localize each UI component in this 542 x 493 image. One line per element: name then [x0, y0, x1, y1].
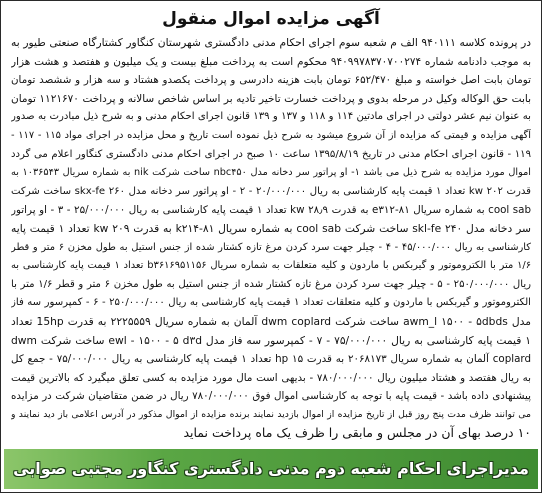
notice-line: بابت حق الوکاله وکیل در مرحله بدوی و پرداخت خسارت تاخیر تادیه بر اساس شاخص سالانه و پرداخت ۱۱۲۱۶۷۰ تومان — [11, 92, 531, 105]
notice-line: ۱۰ درصد بهای آن در مجلس و مابقی را ظرف یک ماه پرداخت نماید — [183, 425, 531, 441]
signature-text: مدیراجرای احکام شعبه دوم مدنی دادگستری کنگاور مجتبی صوابی — [13, 459, 529, 478]
notice-line: اموال مورد مزایده به شرح ذیل می باشد ۱- او پراتور سر دخانه مدل nbc۴۵۰ ساخت شرکت nik به شماره سریال ۱۰۳۶۵۴۳ به — [11, 167, 531, 179]
notice-line: تومان بابت اصل خواسته و مبلغ ۶۵۲/۴۷۰ تومان بابت هزینه دادرسی و پرداخت یکصدو هشتاد و سه هزار و ششصد تومان — [11, 74, 531, 87]
notice-line: به عنوان نیم عشر دولتی در اجرای مادتین ۱۱۴ و ۱۱۸ و ۱۳۷ و ۱۳۹ قانون اجرای احکام مدنی و به شرح ذیل مبادرت به صدور — [11, 111, 531, 123]
signature-banner — [4, 449, 538, 489]
notice-line: در پرونده کلاسه ۹۴۰۱۱۱ الف م شعبه سوم اجرای احکام مدنی دادگستری شهرستان کنگاور کشتارگاه صنعتی طیور به — [11, 36, 531, 49]
notice-line: ۱ قیمت پایه کارشناسی به ریال ۷۵/۰۰۰/۰۰۰ - ۷ - کمپرسور سه فاز مدل ewl - ۱۵۰۰ - ۵ d۳d ساخت شرکت dwm — [11, 333, 531, 347]
notice-line: cool sab به شماره سریال e۳۱۲-۸۱ به قدرت ۲۸٫۹ kw تعداد ۱ قیمت پایه کارشناسی به ریال ۲۵/۰۰۰/۰۰۰ - ۳ - او پراتور — [11, 204, 531, 217]
notice-line: کارشناسی به ریال ۴۵/۰۰۰/۰۰۰ - ۴ - چیلر جهت سرد کردن مرغ تازه کشتار شده از جنس استیل به طول مخزن ۶ متر و قطر — [11, 241, 531, 253]
notice-line: قدرت kw ۲۰۲ تعداد ۱ قیمت پایه کارشناسی به ریال ۲۰/۰۰۰/۰۰۰ - ۲ - او پراتور سر دخانه مدل ۲۶۰ skx-fe ساخت شرکت — [11, 185, 531, 197]
notice-line: به ریال هفتصد و هشتاد میلیون ریال ۷۸۰/۰۰۰/۰۰۰ - بدیهی است مال مورد مزایده به کسی تعلق میگیرد که بالاترین قیمت — [11, 371, 531, 384]
notice-line: می توانند ظرف مدت پنج روز قبل از تاریخ مزایده از اموال بازدید نمایند برنده مزایده از اموال مذکور در آدرس اعلامی باز دید نمایند و — [11, 408, 531, 420]
notice-line: مدل awm_l ۱۵۰۰ - ۵dbds ساخت شرکت dwm coplard آلمان به شماره سریال ۲۲۲۵۵۵۹ به قدرت 15hp تعداد — [11, 314, 531, 328]
notice-line: پیشنهادی داده باشد - قیمت پایه با توجه به کارشناسی اموال فوق ۷۸۰/۰۰۰/۰۰۰ ریال در ضمن متقاضیان شرکت در مزایده — [11, 390, 531, 403]
notice-line: ریال ۲۵۰/۰۰۰/۰۰۰ - ۵ - چیلر جهت سرد کردن مرغ تازه کشتار شده از جنس استیل به طول مخزن ۶ متر و قطر ۱/۶ متر با — [11, 278, 531, 290]
notice-body — [11, 34, 531, 443]
notice-line: آگهی مزایده و قیمتی که مزایده از آن شروع میشود به شرح ذیل نموده است تاریخ و محل مزایده در اجرای مواد ۱۱۵ - ۱۱۷ - — [11, 129, 531, 141]
notice-line: ۱۱۹ - قانون اجرای احکام مدنی در تاریخ ۱۳۹۵/۸/۱۹ ساعت ۱۰ صبح در اجرای احکام مدنی دادگستری کنگاور اعلام می گردد — [11, 148, 531, 160]
notice-line: coplard آلمان به شماره سریال ۲۰۶۸۱۷۳ به قدرت ۱۵ hp تعداد ۱ قیمت پایه کارشناسی به ریال ۷۵/۰۰۰/۰۰۰ - جمع کل — [11, 353, 531, 366]
notice-line: به موجب دادنامه شماره ۹۴۰۹۹۷۸۳۷۰۷۰۰۲۷۴ محکوم است به پرداخت مبلغ بیست و یک میلیون و هفتصد و هشت هزار — [11, 55, 531, 68]
notice-title: آگهی مزایده اموال منقول — [162, 9, 380, 29]
notice-line: الکتروموتور و گیربکس با ماردون و کلیه متعلقات تعداد ۱ قیمت پایه کارشناسی به ریال ۲۵۰/۰۰۰/۰۰۰ - ۶ - کمپرسور سه فاز — [11, 297, 531, 309]
notice-line: سر دخانه مدل ۲۴۰ skl-fe ساخت شرکت cool sab به شماره سریال k۲۱۴-۸۱ به قدرت ۲۰۹ kw تعداد ۱ قیمت پایه — [11, 221, 531, 235]
notice-line: ۱/۶ متر با الکتروموتور و گیربکس با ماردون و کلیه متعلقات به شماره سریال b۳۶۱۶۹۵۱۱۵۶ تعداد ۱ قیمت پایه کارشناسی به — [11, 260, 531, 272]
